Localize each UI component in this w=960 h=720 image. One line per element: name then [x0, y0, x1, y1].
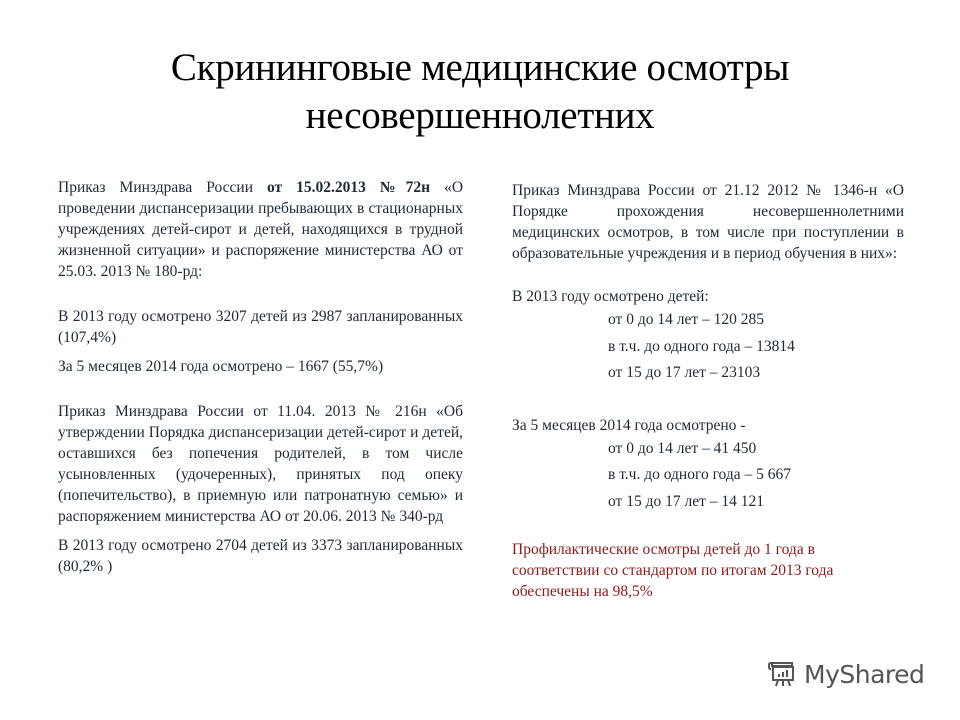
list-item: от 0 до 14 лет – 41 450: [608, 439, 757, 457]
list-item: от 0 до 14 лет – 120 285: [608, 311, 764, 328]
right-column: [512, 180, 904, 602]
stat-2014-orphans-stationary: За 5 месяцев 2014 года осмотрено – 1667 (55,7%): [58, 358, 384, 375]
left-column: [58, 177, 463, 577]
presentation-board-icon: [768, 659, 798, 689]
title-line-1: Скрининговые медицинские осмотры: [170, 46, 790, 89]
list-item: в т.ч. до одного года – 13814: [608, 337, 795, 355]
months-2014-heading: За 5 месяцев 2014 года осмотрено -: [512, 416, 746, 434]
order-72n-text: «О проведении диспансеризации пребывающих в стационарных учреждениях детей-сирот и детей, находящихся в трудной жизненной ситуации» и распоряжение министерства АО от 25.03. 2013 № 180-рд:: [58, 179, 464, 280]
months-2014-list: [512, 436, 904, 516]
list-item: от 15 до 17 лет – 23103: [608, 364, 761, 381]
watermark-label: MyShared: [804, 659, 925, 689]
slide-title: [0, 44, 960, 140]
title-line-2: несовершеннолетних: [305, 94, 655, 137]
order-72n-prefix: Приказ Минздрава России: [58, 179, 267, 196]
list-item: в т.ч. до одного года – 5 667: [608, 466, 791, 483]
year-2013-heading: В 2013 году осмотрено детей:: [512, 288, 709, 305]
order-72n: [58, 177, 463, 282]
preventive-exams-highlight: Профилактические осмотры детей до 1 года в соответствии со стандартом по итогам 2013 года обеспечены на 98,5%: [512, 541, 834, 600]
year-2013-list: [512, 307, 904, 387]
stat-2013-orphans-foster: В 2013 году осмотрено 2704 детей из 3373 запланированных (80,2% ): [58, 537, 463, 575]
myshared-watermark[interactable]: [768, 658, 924, 690]
order-72n-date: от 15.02.2013 №72н: [267, 179, 431, 196]
stat-2013-orphans-stationary: В 2013 году осмотрено 3207 детей из 2987 запланированных (107,4%): [58, 308, 463, 346]
order-1346n: Приказ Минздрава России от 21.12 2012 № 1346-н «О Порядке прохождения несовершеннолетними медицинских осмотров, в том числе при поступлении в образовательные учреждения и в период обучения в них»:: [512, 182, 904, 262]
order-216n: Приказ Минздрава России от 11.04. 2013 № 216н «Об утверждении Порядка диспансеризации детей-сирот и детей, оставшихся без попечения родителей, в том числе усыновленных (удочеренных), принятых под опеку (попечительство), в приемную или патронатную семью» и распоряжением министерства АО от 20.06. 2013 № 340-рд: [58, 403, 463, 525]
list-item: от 15 до 17 лет – 14 121: [608, 492, 764, 510]
